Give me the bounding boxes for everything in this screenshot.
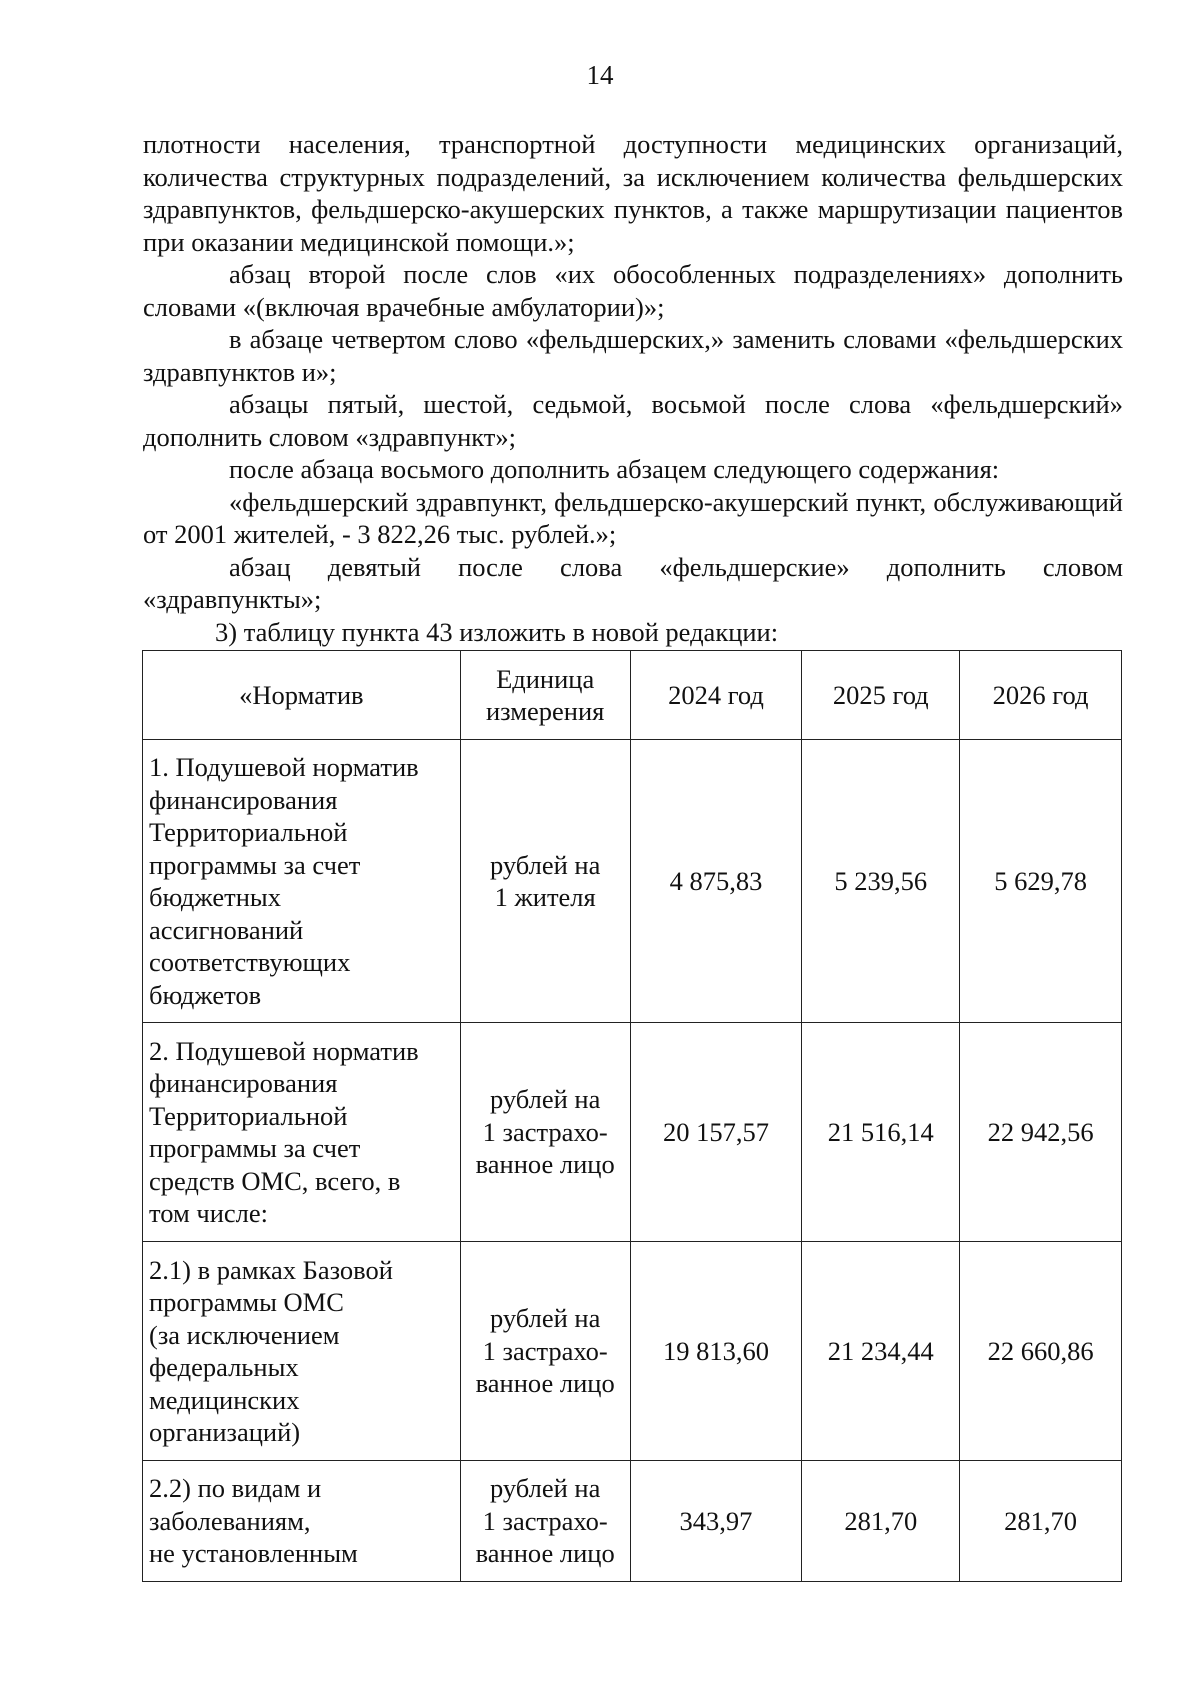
- value-2025: 281,70: [802, 1461, 960, 1582]
- table-row: [143, 1023, 1122, 1242]
- table-row: [143, 1461, 1122, 1582]
- row-unit: рублей на 1 застрахо- ванное лицо: [460, 1461, 630, 1582]
- value-2024: 343,97: [630, 1461, 802, 1582]
- paragraph: абзац девятый после слова «фельдшерские» дополнить словом «здравпункты»;: [143, 551, 1123, 614]
- value-2026: 281,70: [960, 1461, 1122, 1582]
- row-name: 2.1) в рамках Базовой программы ОМС (за исключением федеральных медицинских организаций): [143, 1242, 461, 1461]
- paragraph: «фельдшерский здравпункт, фельдшерско-акушерский пункт, обслуживающий от 2001 жителей, - 3 822,26 тыс. рублей.»;: [143, 486, 1123, 549]
- table-header-row: [143, 651, 1122, 740]
- paragraph: после абзаца восьмого дополнить абзацем следующего содержания:: [229, 454, 1000, 484]
- row-unit: рублей на 1 застрахо- ванное лицо: [460, 1023, 630, 1242]
- table-row: [143, 1242, 1122, 1461]
- header-2024: 2024 год: [630, 651, 802, 740]
- value-2024: 19 813,60: [630, 1242, 802, 1461]
- table-row: [143, 740, 1122, 1023]
- paragraph: абзацы пятый, шестой, седьмой, восьмой после слова «фельдшерский» дополнить словом «здравпункт»;: [143, 389, 1123, 452]
- row-unit: рублей на 1 жителя: [460, 740, 630, 1023]
- value-2026: 5 629,78: [960, 740, 1122, 1023]
- value-2024: 4 875,83: [630, 740, 802, 1023]
- header-2025: 2025 год: [802, 651, 960, 740]
- row-name: 2.2) по видам и заболеваниям, не установленным: [143, 1461, 461, 1582]
- value-2025: 5 239,56: [802, 740, 960, 1023]
- value-2026: 22 942,56: [960, 1023, 1122, 1242]
- row-unit: рублей на 1 застрахо- ванное лицо: [460, 1242, 630, 1461]
- row-name: 2. Подушевой норматив финансирования Территориальной программы за счет средств ОМС, всего, в том числе:: [143, 1023, 461, 1242]
- value-2025: 21 516,14: [802, 1023, 960, 1242]
- table-intro: 3) таблицу пункта 43 изложить в новой редакции:: [215, 616, 779, 647]
- row-name: 1. Подушевой норматив финансирования Территориальной программы за счет бюджетных ассигнований соответствующих бюджетов: [143, 740, 461, 1023]
- paragraph: абзац второй после слов «их обособленных подразделениях» дополнить словами «(включая врачебные амбулатории)»;: [143, 259, 1123, 322]
- value-2024: 20 157,57: [630, 1023, 802, 1242]
- page-number: 14: [586, 60, 614, 90]
- normative-table: [142, 650, 1122, 1582]
- value-2025: 21 234,44: [802, 1242, 960, 1461]
- value-2026: 22 660,86: [960, 1242, 1122, 1461]
- document-body: [143, 128, 1123, 648]
- header-2026: 2026 год: [960, 651, 1122, 740]
- paragraph: плотности населения, транспортной доступности медицинских организаций, количества структурных подразделений, за исключением количества фельдшерских здравпунктов, фельдшерско-акушерских пунктов, а также маршрутизации пациентов при оказании медицинской помощи.»;: [143, 129, 1123, 257]
- header-norm: «Норматив: [143, 651, 461, 740]
- paragraph: в абзаце четвертом слово «фельдшерских,» заменить словами «фельдшерских здравпунктов и»;: [143, 324, 1123, 387]
- header-unit: Единица измерения: [460, 651, 630, 740]
